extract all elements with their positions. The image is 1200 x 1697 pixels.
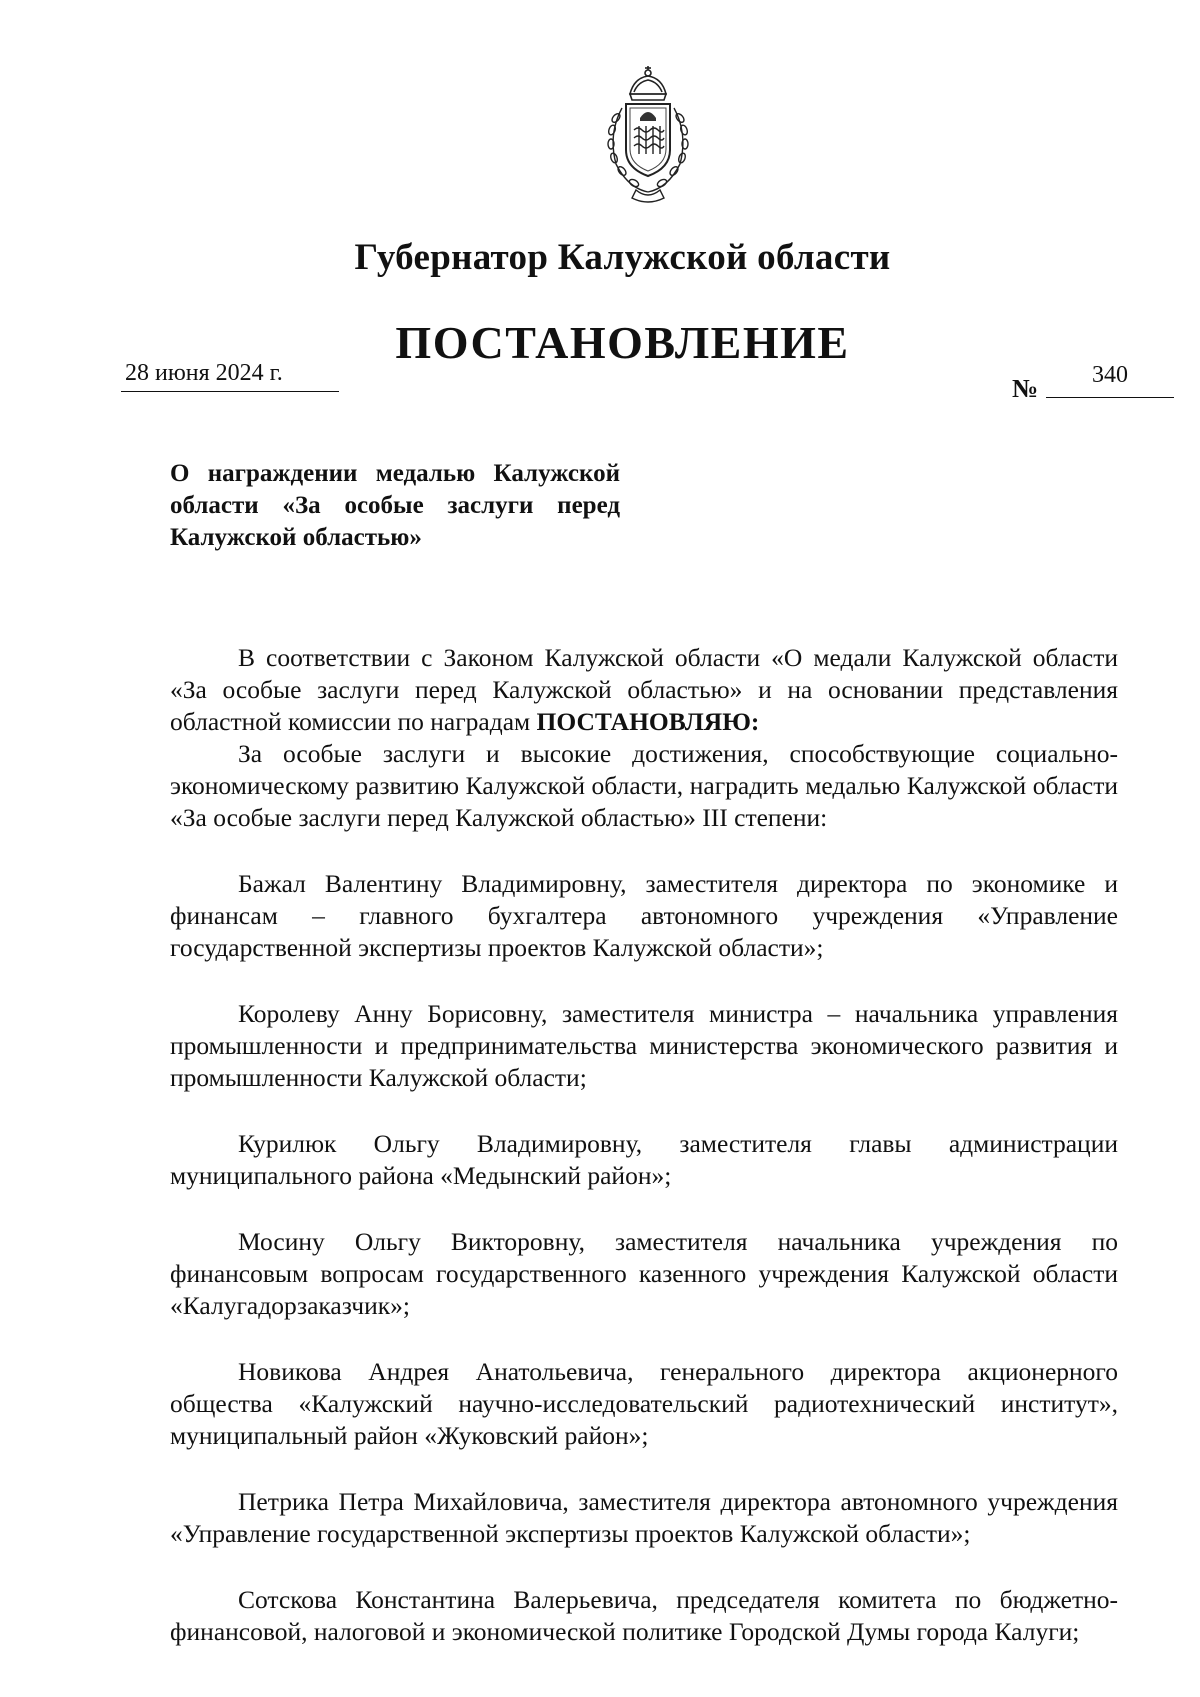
preamble-keyword: ПОСТАНОВЛЯЮ: [536,707,760,736]
awardee-item: Мосину Ольгу Викторовну, заместителя начальника учреждения по финансовым вопросам государственного казенного учреждения Калужской области «Калугадорзаказчик»; [170,1227,1118,1320]
preamble-paragraph [170,642,1118,738]
preamble-text: В соответствии с Законом Калужской области «О медали Калужской области «За особые заслуги перед Калужской областью» и на основании представления областной комиссии по наградам [170,643,1118,736]
document-number: 340 [1046,362,1174,398]
document-date: 28 июня 2024 г. [121,360,339,392]
awardee-item: Сотскова Константина Валерьевича, председателя комитета по бюджетно-финансовой, налоговой и экономической политике Городской Думы города Калуги; [170,1585,1118,1646]
awardee-item: Бажал Валентину Владимировну, заместителя директора по экономике и финансам – главного бухгалтера автономного учреждения «Управление государственной экспертизы проектов Калужской области»; [170,869,1118,962]
number-sign: № [1012,374,1039,403]
decree-paragraph: За особые заслуги и высокие достижения, способствующие социально-экономическому развитию Калужской области, наградить медалью Калужской области «За особые заслуги перед Калужской областью» III степени: [170,739,1118,832]
document-subject: О награждении медалью Калужской области «За особые заслуги перед Калужской областью» [170,460,620,551]
awardee-item: Петрика Петра Михайловича, заместителя директора автономного учреждения «Управление государственной экспертизы проектов Калужской области»; [170,1487,1118,1548]
awardee-item: Новикова Андрея Анатольевича, генерального директора акционерного общества «Калужский научно-исследовательский радиотехнический институт», муниципальный район «Жуковский район»; [170,1357,1118,1450]
issuer-title: Губернатор Калужской области [354,237,891,278]
document-type-heading: ПОСТАНОВЛЕНИЕ [395,317,850,368]
awardee-item: Курилюк Ольгу Владимировну, заместителя главы администрации муниципального района «Медынский район»; [170,1129,1118,1190]
awardee-item: Королеву Анну Борисовну, заместителя министра – начальника управления промышленности и предпринимательства министерства экономического развития и промышленности Калужской области; [170,999,1118,1092]
coat-of-arms-icon [594,64,702,204]
document-body [170,642,1118,1648]
